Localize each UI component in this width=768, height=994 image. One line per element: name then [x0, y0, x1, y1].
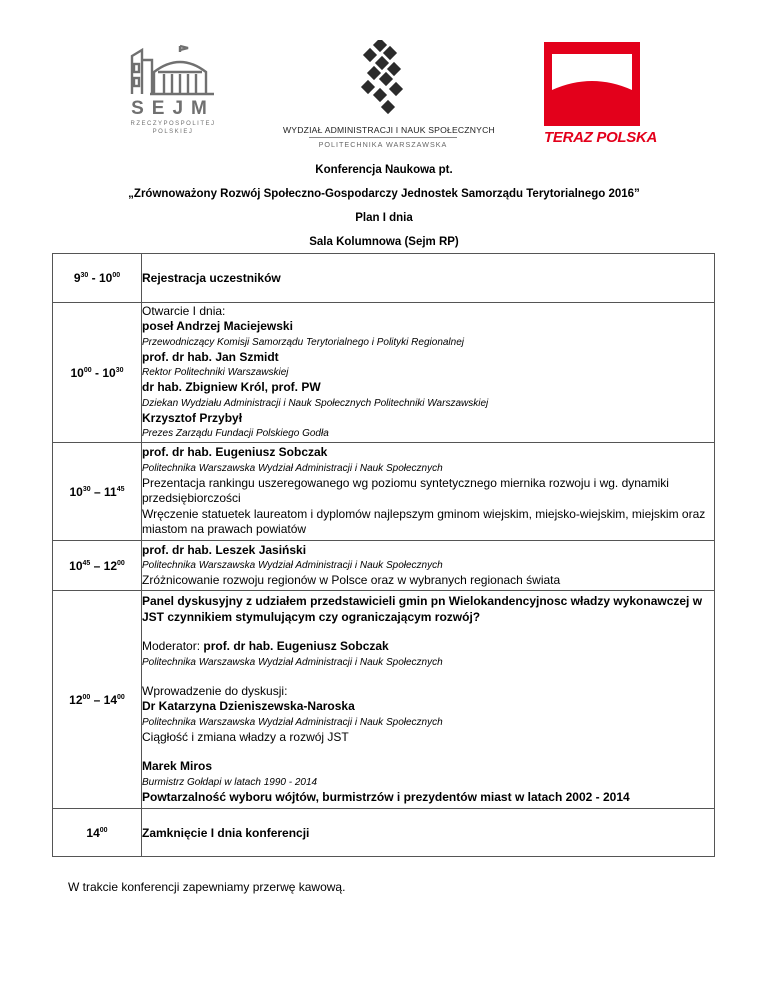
time-slot: $10^{30} - 11^{45}$ — [53, 443, 142, 541]
faculty-name: WYDZIAŁ ADMINISTRACJI I NAUK SPOŁECZNYCH — [283, 125, 495, 135]
diamond-pattern-icon — [353, 40, 413, 116]
faculty-divider — [309, 137, 457, 138]
teraz-polska-emblem — [544, 42, 640, 126]
speaker-role: Rektor Politechniki Warszawskiej — [142, 367, 289, 379]
closing-item: Zamknięcie I dnia konferencji — [142, 809, 715, 857]
teraz-polska-logo — [544, 42, 658, 146]
speaker-name: dr hab. Zbigniew Król, prof. PW — [142, 380, 321, 395]
talk-topic: Wręczenie statuetek laureatom i dyplomów najlepszym gminom wiejskim, miejsko-wiejskim, miejskim oraz miastom na prawach powiatów — [142, 506, 706, 537]
program-row — [53, 443, 715, 541]
panel-item — [142, 591, 715, 809]
sejm-wordmark: SEJM — [131, 98, 215, 119]
faculty-logo — [283, 40, 495, 150]
moderator-role: Politechnika Warszawska Wydział Administracji i Nauk Społecznych — [142, 656, 443, 668]
speaker-role: Dziekan Wydziału Administracji i Nauk Społecznych Politechniki Warszawskiej — [142, 397, 489, 409]
sejm-building-icon — [128, 44, 218, 96]
university-name: POLITECHNIKA WARSZAWSKA — [318, 140, 448, 149]
moderator-line: Moderator: prof. dr hab. Eugeniusz Sobczak — [142, 639, 389, 653]
speaker-role: Prezes Zarządu Fundacji Polskiego Godła — [142, 428, 329, 440]
panel-title: Panel dyskusyjny z udziałem przedstawicieli gmin pn Wielokandencyjnosc władzy wykonawczej w JST czynnikiem stymulującym czy ograniczającym rozwój? — [142, 594, 703, 624]
flag-wave-icon — [544, 42, 640, 126]
speaker-name: Krzysztof Przybył — [142, 410, 243, 425]
time-slot: $10^{45} - 12^{00}$ — [53, 541, 142, 591]
sejm-subtitle-2: POLSKIEJ — [152, 129, 194, 135]
opening-intro: Otwarcie I dnia: — [142, 303, 226, 318]
ranking-item — [142, 443, 715, 541]
registration-item: Rejestracja uczestników — [142, 254, 715, 303]
speaker-name: Dr Katarzyna Dzieniszewska-Naroska — [142, 699, 355, 713]
speaker-role: Burmistrz Gołdapi w latach 1990 - 2014 — [142, 776, 318, 788]
teraz-polska-wordmark: TERAZ POLSKA — [544, 129, 658, 146]
footer-note: W trakcie konferencji zapewniamy przerwę kawową. — [68, 880, 346, 894]
sejm-logo — [128, 44, 218, 152]
speaker-name: prof. dr hab. Jan Szmidt — [142, 349, 279, 364]
program-table — [52, 253, 715, 857]
speaker-name: prof. dr hab. Eugeniusz Sobczak — [142, 445, 328, 460]
talk-topic: Zróżnicowanie rozwoju regionów w Polsce oraz w wybranych regionach świata — [142, 573, 561, 587]
speaker-role: Politechnika Warszawska Wydział Administracji i Nauk Społecznych — [142, 462, 443, 474]
talk-topic: Prezentacja rankingu uszeregowanego wg poziomu syntetycznego miernika rozwoju i wg. dynamiki przedsiębiorczości — [142, 475, 669, 506]
speaker-name: Marek Miros — [142, 759, 213, 773]
venue: Sala Kolumnowa (Sejm RP) — [309, 236, 459, 248]
day-plan: Plan I dnia — [355, 212, 413, 224]
program-row — [53, 303, 715, 443]
conference-label: Konferencja Naukowa pt. — [315, 164, 453, 176]
program-row — [53, 591, 715, 809]
speaker-role: Przewodniczący Komisji Samorządu Terytorialnego i Polityki Regionalnej — [142, 336, 465, 348]
conference-title: „Zrównoważony Rozwój Społeczno-Gospodarczy Jednostek Samorządu Terytorialnego 2016” — [128, 188, 640, 200]
logo-bar — [0, 0, 768, 160]
time-slot: $10^{00} - 10^{30}$ — [53, 303, 142, 443]
program-row — [53, 541, 715, 591]
program-row — [53, 809, 715, 857]
talk-topic: Ciągłość i zmiana władzy a rozwój JST — [142, 729, 349, 744]
regions-item — [142, 541, 715, 591]
program-row — [53, 254, 715, 303]
time-slot: $14^{00}$ — [53, 809, 142, 857]
speaker-role: Politechnika Warszawska Wydział Administracji i Nauk Społecznych — [142, 716, 443, 728]
sejm-subtitle-1: RZECZYPOSPOLITEJ — [130, 121, 216, 127]
speaker-name: poseł Andrzej Maciejewski — [142, 319, 293, 334]
opening-item — [142, 303, 715, 443]
intro-label: Wprowadzenie do dyskusji: — [142, 683, 288, 698]
time-slot: $9^{30} - 10^{00}$ — [53, 254, 142, 303]
talk-topic: Powtarzalność wyboru wójtów, burmistrzów i prezydentów miast w latach 2002 - 2014 — [142, 789, 630, 804]
speaker-name: prof. dr hab. Leszek Jasiński — [142, 542, 307, 557]
time-slot: $12^{00} - 14^{00}$ — [53, 591, 142, 809]
speaker-role: Politechnika Warszawska Wydział Administracji i Nauk Społecznych — [142, 560, 443, 571]
